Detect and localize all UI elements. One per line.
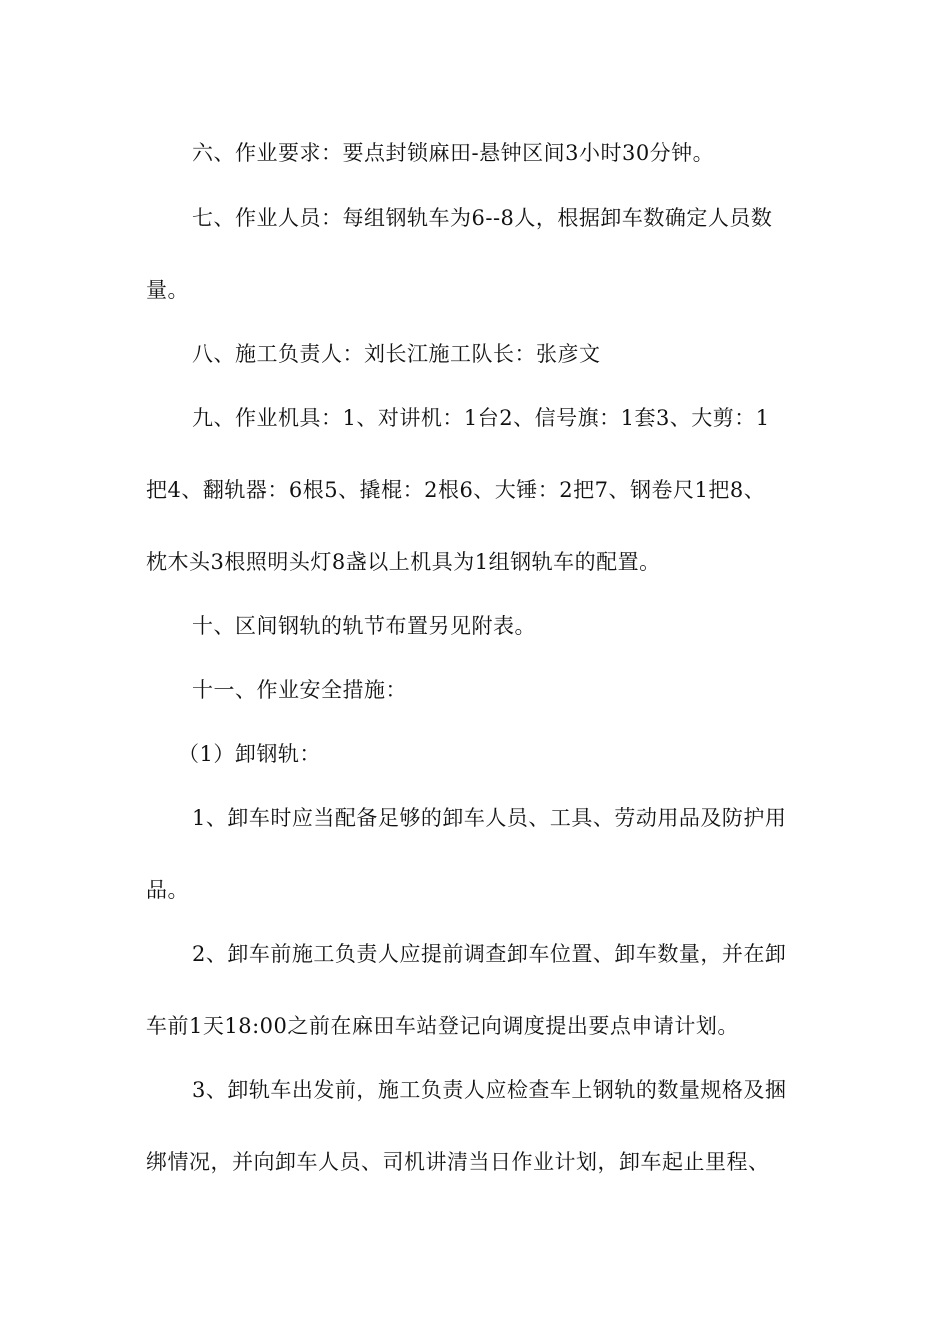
section-8-leader: 八、施工负责人：刘长江施工队长：张彦文 xyxy=(192,342,601,366)
item-1: 1、卸车时应当配备足够的卸车人员、工具、劳动用品及防护用 xyxy=(192,806,787,830)
section-9-tools: 九、作业机具：1、对讲机：1台2、信号旗：1套3、大剪：1 xyxy=(192,406,770,430)
item-3-cont: 绑情况，并向卸车人员、司机讲清当日作业计划，卸车起止里程、 xyxy=(146,1150,770,1174)
item-3: 3、卸轨车出发前，施工负责人应检查车上钢轨的数量规格及捆 xyxy=(192,1078,787,1102)
section-7-personnel: 七、作业人员：每组钢轨车为6--8人，根据卸车数确定人员数 xyxy=(192,206,773,230)
section-7-personnel-cont: 量。 xyxy=(146,278,189,302)
section-6-requirement: 六、作业要求：要点封锁麻田-悬钟区间3小时30分钟。 xyxy=(192,141,715,165)
subsection-unload-rail: （1）卸钢轨： xyxy=(178,742,321,766)
section-11-heading: 十一、作业安全措施： xyxy=(192,678,407,702)
section-9-tools-cont-2: 枕木头3根照明头灯8盏以上机具为1组钢轨车的配置。 xyxy=(146,550,661,574)
item-2: 2、卸车前施工负责人应提前调查卸车位置、卸车数量，并在卸 xyxy=(192,942,787,966)
item-2-cont: 车前1天18:00之前在麻田车站登记向调度提出要点申请计划。 xyxy=(146,1014,739,1038)
section-10-rail-layout: 十、区间钢轨的轨节布置另见附表。 xyxy=(192,614,536,638)
item-1-cont: 品。 xyxy=(146,878,189,902)
section-9-tools-cont-1: 把4、翻轨器：6根5、撬棍：2根6、大锤：2把7、钢卷尺1把8、 xyxy=(146,478,766,502)
